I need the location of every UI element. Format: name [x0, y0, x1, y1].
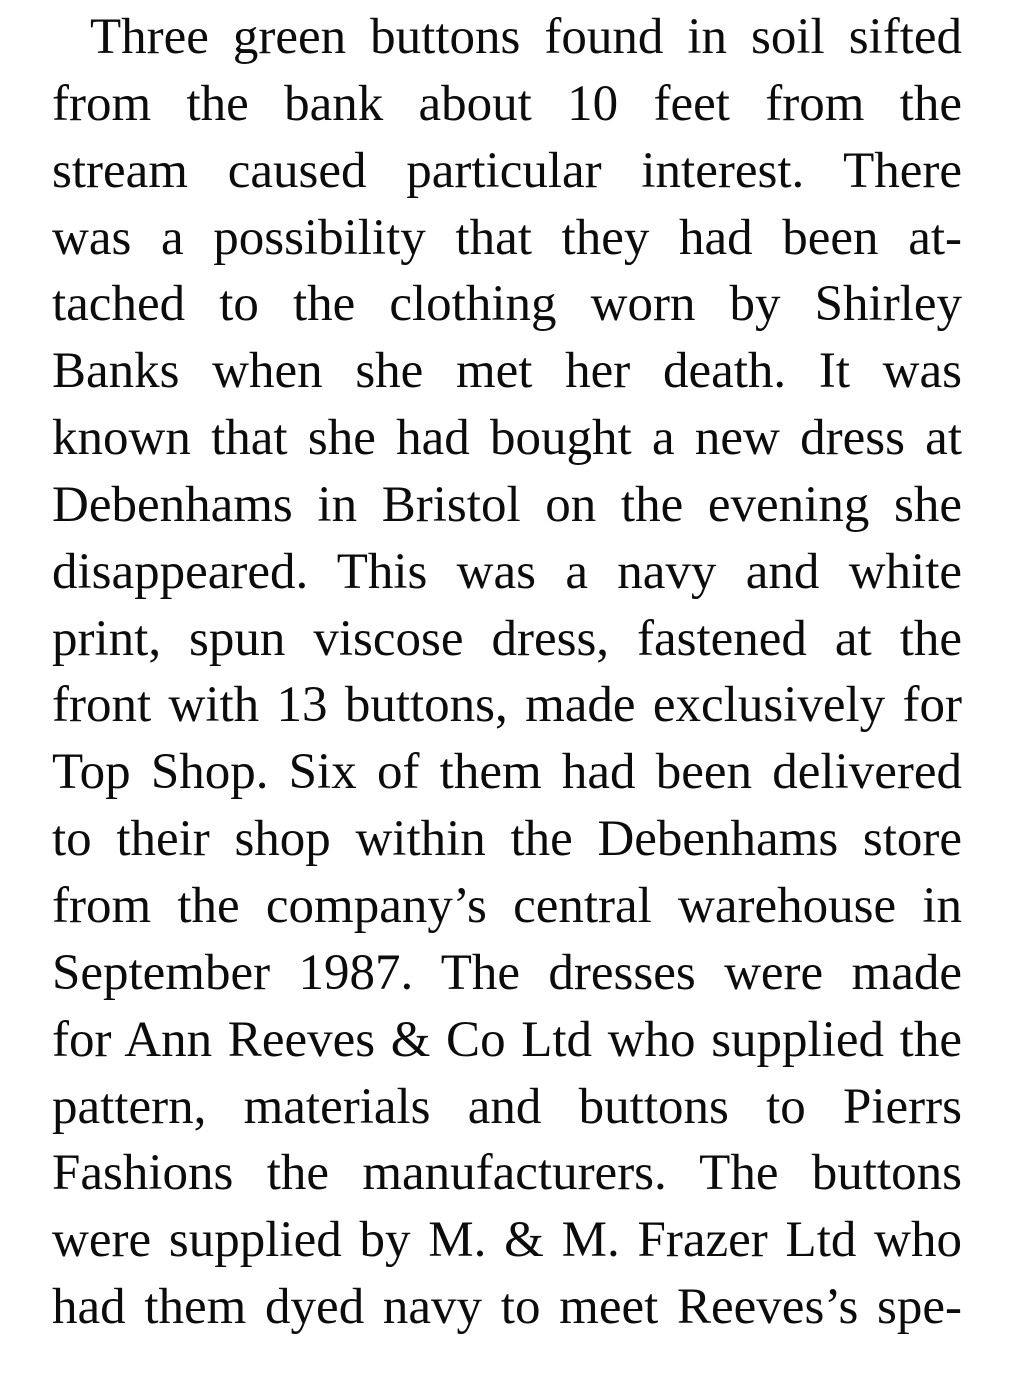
paragraph — [52, 4, 962, 1341]
text-line: known that she had bought a new dress at — [52, 410, 962, 467]
text-line: was a possibility that they had been at- — [52, 209, 962, 266]
text-line: Three green buttons found in soil sifted — [90, 9, 962, 65]
text-line: to their shop within the Debenhams store — [52, 811, 962, 868]
text-line: Banks when she met her death. It was — [52, 343, 962, 400]
text-line: from the bank about 10 feet from the — [52, 75, 962, 132]
text-line: for Ann Reeves & Co Ltd who supplied the — [52, 1011, 962, 1068]
text-line: Top Shop. Six of them had been delivered — [52, 744, 962, 801]
text-line: disappeared. This was a navy and white — [52, 543, 962, 600]
text-line: September 1987. The dresses were made — [52, 944, 962, 1001]
text-line: print, spun viscose dress, fastened at the — [52, 610, 962, 667]
text-line: from the company’s central warehouse in — [52, 877, 962, 934]
text-line: Debenhams in Bristol on the evening she — [52, 476, 962, 533]
text-line: stream caused particular interest. There — [52, 142, 962, 199]
text-line: Fashions the manufacturers. The buttons — [52, 1145, 962, 1202]
text-line: front with 13 buttons, made exclusively for — [52, 677, 962, 734]
text-line: pattern, materials and buttons to Pierrs — [52, 1078, 962, 1135]
text-line: had them dyed navy to meet Reeves’s spe- — [52, 1279, 962, 1336]
text-line: tached to the clothing worn by Shirley — [52, 276, 962, 333]
text-line: were supplied by M. & M. Frazer Ltd who — [52, 1212, 962, 1269]
